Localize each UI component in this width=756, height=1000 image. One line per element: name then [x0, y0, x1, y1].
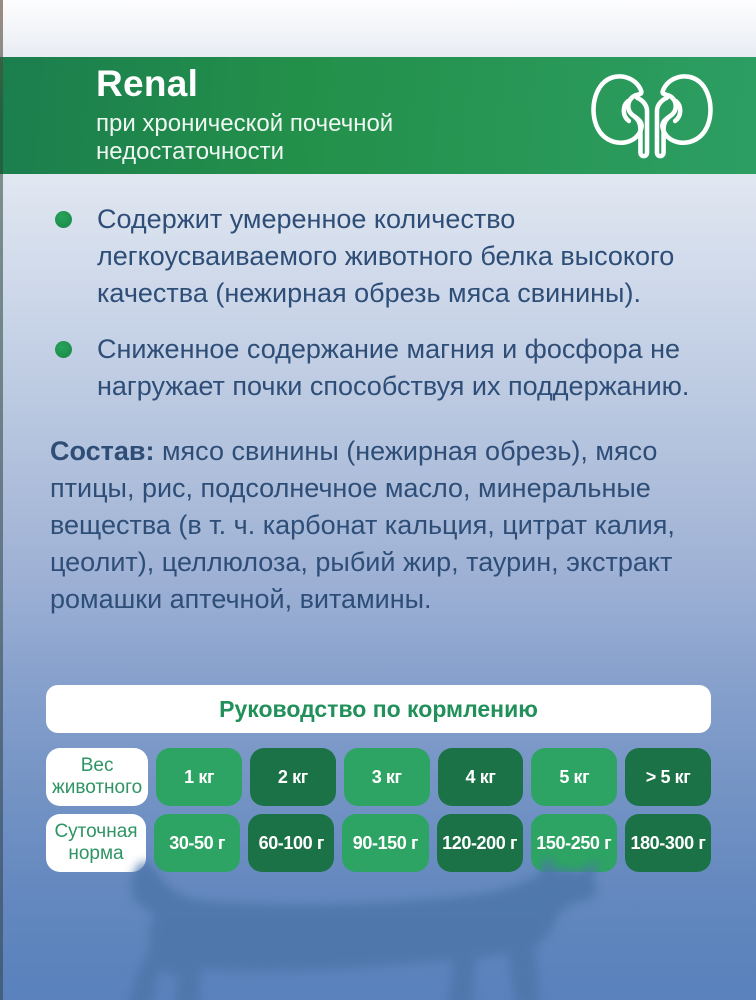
- composition-paragraph: [50, 433, 715, 618]
- benefit-text-1: Содержит умеренное количество легкоусваиваемого животного белка высокого качества (нежирная обрезь мяса свинины).: [97, 204, 675, 308]
- top-margin: [0, 0, 756, 57]
- composition-text: мясо свинины (нежирная обрезь), мясо птицы, рис, подсолнечное масло, минеральные вещества (в т. ч. карбонат кальция, цитрат калия, цеолит), целлюлоза, рыбий жир, таурин, экстракт ромашки аптечной, витамины.: [50, 436, 675, 614]
- benefit-text-2: Сниженное содержание магния и фосфора не нагружает почки способствуя их поддержанию.: [97, 334, 690, 401]
- composition-label: Состав:: [50, 436, 155, 466]
- header-text: [96, 65, 393, 166]
- kidneys-icon: [590, 66, 714, 166]
- list-item: [55, 331, 716, 405]
- weight-cell-over5kg: > 5 кг: [625, 748, 711, 806]
- subtitle-line-2: недостаточности: [96, 138, 285, 165]
- subtitle-line-1: при хронической почечной: [96, 110, 394, 137]
- list-item: [55, 201, 716, 312]
- feeding-guide-title: Руководство по кормлению: [46, 685, 711, 733]
- product-subtitle: [96, 110, 393, 166]
- daily-row-label: Суточная норма: [46, 814, 146, 872]
- daily-cell-2: 60-100 г: [248, 814, 334, 872]
- daily-cell-1: 30-50 г: [154, 814, 240, 872]
- daily-cell-6: 180-300 г: [625, 814, 711, 872]
- weight-cell-5kg: 5 кг: [531, 748, 617, 806]
- bullet-icon: [55, 341, 72, 358]
- benefits-list: [0, 174, 756, 405]
- weight-row-label: Вес животного: [46, 748, 148, 806]
- weight-cell-4kg: 4 кг: [438, 748, 524, 806]
- weight-cell-1kg: 1 кг: [156, 748, 242, 806]
- daily-cell-5: 150-250 г: [531, 814, 617, 872]
- weight-cell-3kg: 3 кг: [344, 748, 430, 806]
- bullet-icon: [55, 211, 72, 228]
- weight-cell-2kg: 2 кг: [250, 748, 336, 806]
- left-edge-shadow: [0, 0, 3, 1000]
- cat-silhouette: [102, 856, 602, 1000]
- daily-cell-4: 120-200 г: [437, 814, 523, 872]
- daily-cell-3: 90-150 г: [342, 814, 428, 872]
- product-title: Renal: [96, 63, 199, 104]
- header-banner: [0, 57, 756, 174]
- weight-row: [46, 748, 711, 806]
- feeding-guide: [46, 685, 711, 880]
